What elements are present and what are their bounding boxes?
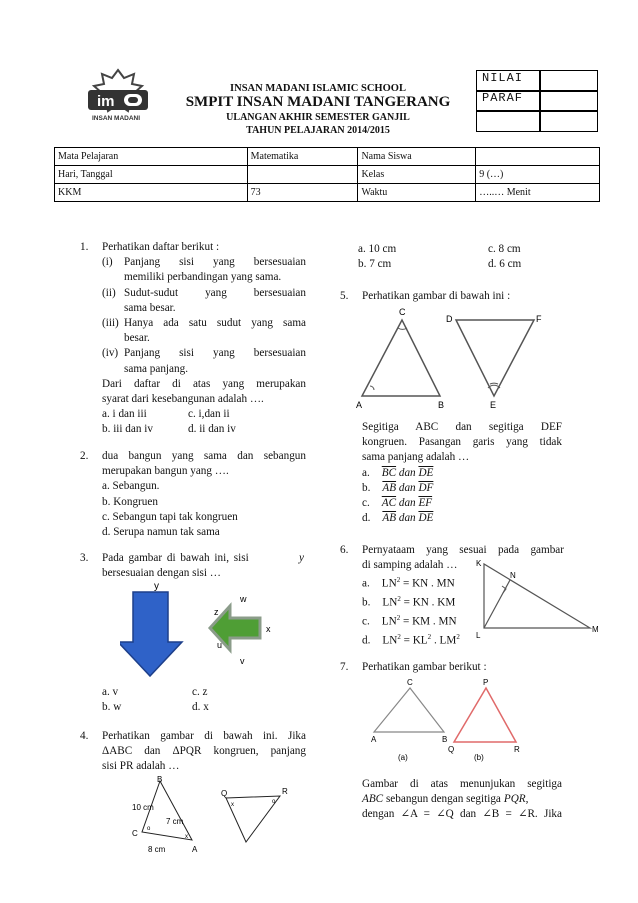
q1-options-row-1 [102,407,306,422]
svg-text:C: C [132,829,138,838]
svg-text:(a): (a) [398,753,408,762]
q3-option-d[interactable]: d. x [192,701,209,713]
svg-text:8 cm: 8 cm [148,845,166,854]
student-name-field[interactable] [476,148,600,166]
q1-option-b[interactable]: b. iii dan iv [102,423,153,436]
svg-text:o: o [272,799,276,805]
q5-figure [352,306,552,410]
svg-text:x: x [231,802,234,808]
svg-text:E: E [490,400,497,410]
q6-option-b[interactable]: b. $LN^2$ = KN . KM [362,595,456,610]
table-row: KKM 73 Waktu …..… Menit [55,184,600,202]
svg-text:D: D [446,314,453,324]
q5-body: Segitiga ABC dan segitiga DEF kongruen. Pasangan garis yang tidak sama panjang adalah … a. $\overline{BC}$ dan $\overline{DE}$ b. $\overline{AB}$ dan $\overline{DF}$ c. $\overline{AC}$ dan $\overline{EF}$ d. $\overline{AB}$ dan $\overline{DE}$ [362,420,562,526]
svg-text:A: A [192,845,198,854]
q2-option-a[interactable]: a. Sebangun. [102,480,160,493]
svg-text:Q: Q [448,745,455,754]
table-row: Mata Pelajaran Matematika Nama Siswa [55,148,600,166]
q3-figure [120,580,290,682]
svg-text:B: B [157,776,163,784]
academic-year: TAHUN PELAJARAN 2014/2015 [246,125,390,136]
svg-text:z: z [214,607,219,617]
svg-text:B: B [442,735,448,744]
q2-option-b[interactable]: b. Kongruen [102,495,158,508]
svg-text:B: B [438,400,445,410]
svg-text:N: N [510,571,516,580]
svg-text:v: v [240,656,245,666]
q1-item-3: (iii) Hanya ada satu sudut yang sama besar. [102,317,306,345]
svg-text:7 cm: 7 cm [166,817,184,826]
q6-option-d[interactable]: d. $LN^2 = KL^2$ . $LM^2$ [362,633,460,647]
q4-option-a[interactable]: a. 10 cm [358,243,397,255]
svg-text:P: P [483,678,489,687]
school-logo [78,68,158,130]
down-arrow-shape [120,592,182,676]
q5-option-b[interactable]: b. $\overline{AB}$ dan $\overline{DF}$ [362,481,434,494]
q2-option-d[interactable]: d. Serupa namun tak sama [102,526,220,539]
svg-text:x: x [266,624,271,634]
info-table [54,147,600,202]
svg-text:(b): (b) [474,753,484,762]
q4-option-c[interactable]: c. 8 cm [488,243,521,255]
q1-stem: Perhatikan daftar berikut : [102,241,220,253]
q1-item-2: (ii) Sudut-sudut yang bersesuaian sama besar. [102,286,306,314]
svg-text:K: K [476,559,482,568]
q2-option-c[interactable]: c. Sebangun tapi tak kongruen [102,510,238,523]
svg-text:w: w [240,594,247,604]
svg-text:Q: Q [221,789,228,798]
q1-option-d[interactable]: d. ii dan iv [188,423,236,436]
q1-option-a[interactable]: a. i dan iii [102,408,147,421]
q6-option-a[interactable]: a. $LN^2$ = KN . MN [362,576,455,591]
date-field[interactable] [247,166,358,184]
q5-option-c[interactable]: c. $\overline{AC}$ dan $\overline{EF}$ [362,497,433,510]
paraf-label: PARAF [482,91,524,105]
svg-text:INSAN MADANI: INSAN MADANI [92,115,141,122]
svg-text:o: o [147,826,151,832]
q3-options [102,685,302,715]
nilai-label: NILAI [482,71,524,85]
svg-text:A: A [356,400,363,410]
svg-text:y: y [154,581,159,592]
q4-options [358,242,588,272]
q4-figure [130,776,310,856]
svg-text:10 cm: 10 cm [132,803,154,812]
svg-text:F: F [536,314,542,324]
svg-text:C: C [399,307,406,317]
q1-item-1: (i) Panjang sisi yang bersesuaian memiliki perbandingan yang sama. [102,256,306,284]
svg-text:R: R [514,745,520,754]
q5-option-d[interactable]: d. $\overline{AB}$ dan $\overline{DE}$ [362,512,434,525]
q4-option-b[interactable]: b. 7 cm [358,258,392,270]
svg-text:C: C [407,678,413,687]
q6-figure [472,558,612,640]
svg-text:im: im [97,93,115,110]
table-row: Hari, Tanggal Kelas 9 (…) [55,166,600,184]
q4-option-d[interactable]: d. 6 cm [488,258,522,270]
q1-item-4: (iv) Panjang sisi yang bersesuaian sama panjang. [102,347,306,375]
q1-option-c[interactable]: c. i,dan ii [188,408,230,421]
q5-option-a[interactable]: a. $\overline{BC}$ dan $\overline{DE}$ [362,466,434,479]
q1-options-row-2 [102,422,306,437]
svg-text:A: A [371,735,377,744]
svg-text:x: x [185,834,188,840]
q3-option-a[interactable]: a. v [102,686,119,698]
svg-text:L: L [476,631,481,640]
school-name: INSAN MADANI ISLAMIC SCHOOL [230,83,406,94]
q7-body: Gambar di atas menunjukan segitiga ABC sebangun dengan segitiga PQR, dengan ∠A = ∠Q dan ∠B = ∠R. Jika [362,778,562,821]
exam-title: ULANGAN AKHIR SEMESTER GANJIL [226,112,410,123]
school-title: SMPIT INSAN MADANI TANGERANG [185,94,451,110]
q3-option-c[interactable]: c. z [192,686,208,698]
q7-figure [368,676,538,764]
svg-text:u: u [217,640,223,650]
svg-text:R: R [282,787,288,796]
q6-option-c[interactable]: c. $LN^2$ = KM . MN [362,614,457,629]
score-box [476,70,598,132]
svg-text:M: M [592,625,599,634]
q3-option-b[interactable]: b. w [102,701,122,713]
